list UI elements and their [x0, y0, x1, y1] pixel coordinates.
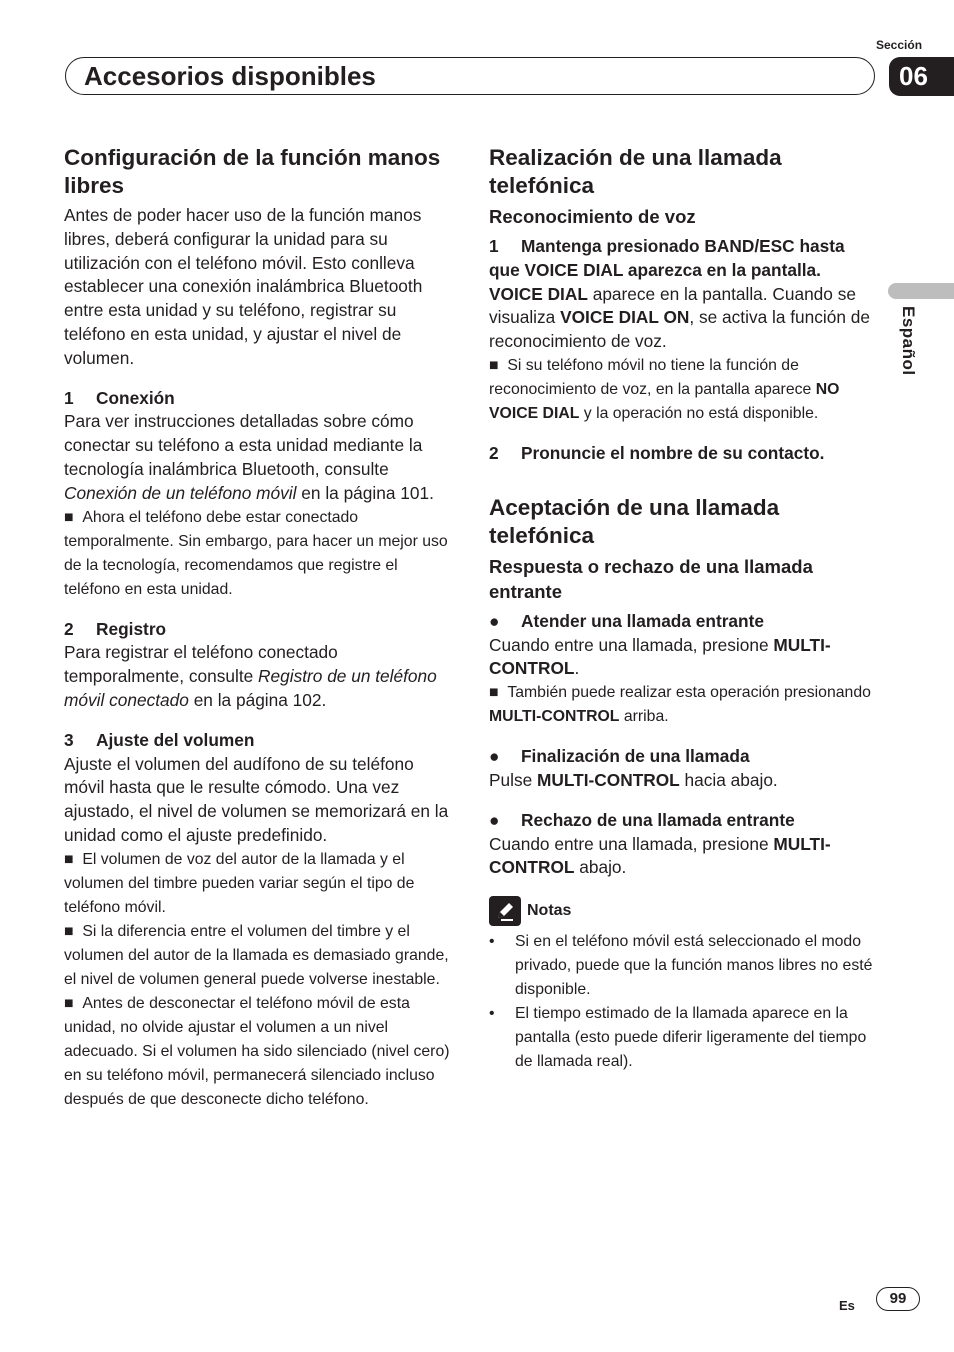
notes-header: [489, 896, 877, 926]
left-column: [64, 144, 452, 1112]
answer-call-title: ● Atender una llamada entrante: [489, 610, 764, 631]
voice-step-2-title: 2 Pronuncie el nombre de su contacto.: [489, 442, 825, 463]
reject-call-title: ● Rechazo de una llamada entrante: [489, 809, 795, 830]
page-title: Accesorios disponibles: [84, 61, 376, 91]
right-column: [489, 144, 877, 1074]
section-label: Sección: [876, 38, 923, 52]
subheading-answer-reject: Respuesta o rechazo de una llamada entrante: [489, 555, 813, 602]
step-3-note-1: ■ El volumen de voz del autor de la llamada y el volumen del timbre pueden variar según el tipo de teléfono móvil.: [64, 850, 415, 916]
section-heading-handsfree: Configuración de la función manos libres: [64, 145, 441, 198]
step-2-body: Para registrar el teléfono conectado temporalmente, consulte Registro de un teléfono móvil conectado en la página 102.: [64, 642, 437, 710]
language-tab: [888, 283, 954, 299]
answer-call-note: ■ También puede realizar esta operación presionando MULTI-CONTROL arriba.: [489, 684, 871, 726]
step-3-note-3: ■ Antes de desconectar el teléfono móvil de esta unidad, no olvide ajustar el volumen a un nivel adecuado. Si el volumen ha sido silenciado (nivel cero) en su teléfono móvil, permanecerá silenciado incluso después de que desconecte dicho teléfono.: [64, 994, 450, 1108]
voice-step-1-body: VOICE DIAL aparece en la pantalla. Cuando se visualiza VOICE DIAL ON, se activa la función de reconocimiento de voz.: [489, 283, 870, 352]
step-1-title: 1 Conexión: [64, 387, 175, 408]
answer-call-body: Cuando entre una llamada, presione MULTI-CONTROL.: [489, 634, 831, 679]
voice-step-1-note: ■ Si su teléfono móvil no tiene la función de reconocimiento de voz, en la pantalla aparece NO VOICE DIAL y la operación no está disponible.: [489, 356, 840, 422]
notes-title: Notas: [527, 902, 572, 920]
intro-paragraph: Antes de poder hacer uso de la función manos libres, deberá configurar la unidad para su utilización con el teléfono móvil. Esto conlleva establecer una conexión inalámbrica Bluetooth entre esta unidad y su teléfono, registrar su teléfono en esta unidad, y ajustar el nivel de volumen.: [64, 205, 423, 368]
step-3-note-2: ■ Si la diferencia entre el volumen del timbre y el volumen del autor de la llamada es demasiado grande, el nivel de volumen general puede volverse inestable.: [64, 922, 449, 988]
end-call-title: ● Finalización de una llamada: [489, 746, 750, 767]
reject-call-body: Cuando entre una llamada, presione MULTI-CONTROL abajo.: [489, 833, 831, 878]
step-3-body: Ajuste el volumen del audífono de su teléfono móvil hasta que le resulte cómodo. Una vez ajustado, el nivel de volumen se memorizará en la unidad como el ajuste predefinido.: [64, 753, 449, 845]
page-number: 99: [876, 1287, 920, 1311]
footer-language: Es: [839, 1298, 855, 1313]
section-heading-making-call: Realización de una llamada telefónica: [489, 145, 782, 198]
subheading-voice-recognition: Reconocimiento de voz: [489, 206, 696, 227]
note-item: • Si en el teléfono móvil está seleccionado el modo privado, puede que la función manos libres no esté disponible.: [489, 930, 877, 1002]
step-3-title: 3 Ajuste del volumen: [64, 729, 255, 750]
notes-list: [489, 930, 877, 1074]
end-call-body: Pulse MULTI-CONTROL hacia abajo.: [489, 769, 778, 790]
step-1-note: ■ Ahora el teléfono debe estar conectado temporalmente. Sin embargo, para hacer un mejor uso de la tecnología, recomendamos que registre el teléfono en esta unidad.: [64, 508, 448, 598]
step-1-body: Para ver instrucciones detalladas sobre cómo conectar su teléfono a esta unidad mediante la tecnología inalámbrica Bluetooth, consulte Conexión de un teléfono móvil en la página 101.: [64, 411, 434, 503]
language-label: Español: [899, 306, 918, 376]
note-item: • El tiempo estimado de la llamada aparece en la pantalla (esto puede diferir ligeramente del tiempo de llamada real).: [489, 1002, 877, 1074]
step-2-title: 2 Registro: [64, 618, 167, 639]
voice-step-1-title: 1 Mantenga presionado BAND/ESC hasta que VOICE DIAL aparezca en la pantalla.: [489, 236, 845, 280]
pencil-icon: [489, 896, 521, 926]
section-heading-accepting-call: Aceptación de una llamada telefónica: [489, 494, 780, 548]
section-number: 06: [889, 57, 954, 96]
